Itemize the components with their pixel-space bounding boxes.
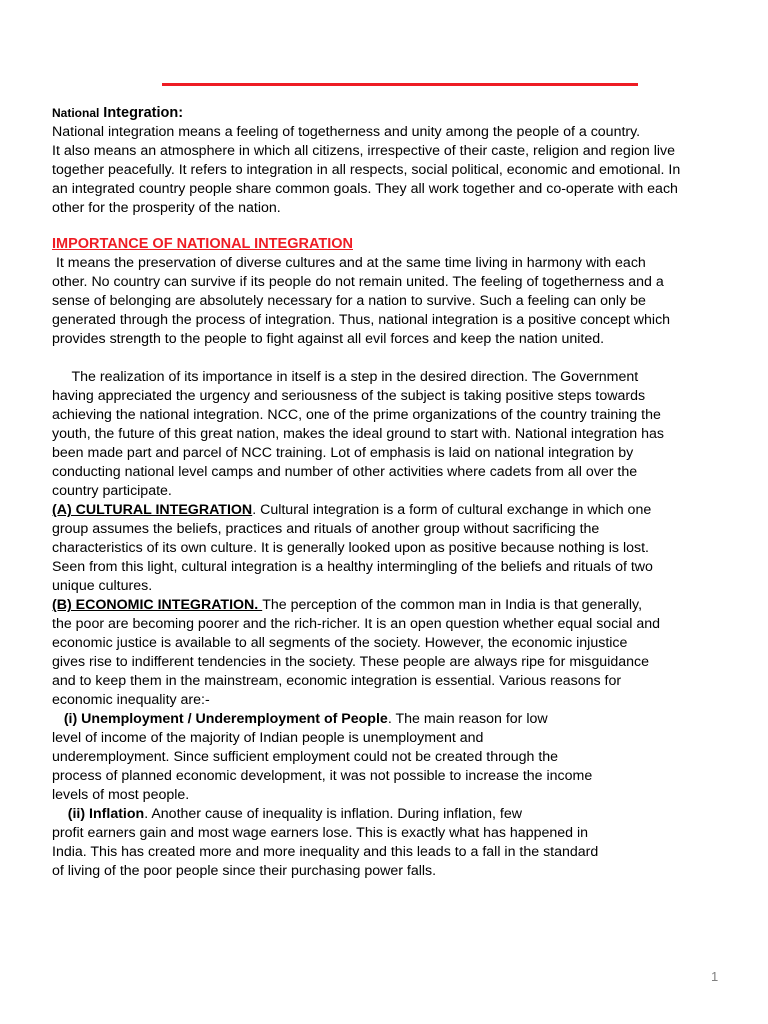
page-number: 1 <box>711 969 719 984</box>
unemployment-label: (i) Unemployment / Underemployment of People <box>52 711 388 727</box>
reason-line: levels of most people. <box>52 787 190 803</box>
reason-line: profit earners gain and most wage earners lose. This is exactly what has happened in <box>52 825 589 841</box>
reason-unemployment <box>52 710 748 805</box>
reason-line: process of planned economic development, it was not possible to increase the income <box>52 768 593 784</box>
importance-line: The realization of its importance in itself is a step in the desired direction. The Government <box>52 369 639 385</box>
intro-line: National integration means a feeling of togetherness and unity among the people of a country. <box>52 124 641 140</box>
economic-line: economic justice is available to all segments of the society. However, the economic injustice <box>52 635 628 651</box>
page-title <box>52 104 748 123</box>
cultural-integration-label: (A) CULTURAL INTEGRATION <box>52 502 253 518</box>
cultural-line: group assumes the beliefs, practices and rituals of another group without sacrificing the <box>52 521 600 537</box>
intro-paragraph <box>52 123 748 218</box>
reason-line: underemployment. Since sufficient employment could not be created through the <box>52 749 559 765</box>
importance-line: It means the preservation of diverse cultures and at the same time living in harmony with each <box>52 255 646 271</box>
inflation-label: (ii) Inflation <box>52 806 145 822</box>
importance-line: other. No country can survive if its people do not remain united. The feeling of togetherness and a <box>52 274 664 290</box>
importance-line: country participate. <box>52 483 172 499</box>
cultural-first-text: . Cultural integration is a form of cultural exchange in which one <box>252 502 652 518</box>
importance-line: provides strength to the people to fight against all evil forces and keep the nation united. <box>52 331 605 347</box>
importance-line: conducting national level camps and number of other activities where cadets from all over the <box>52 464 638 480</box>
reason-line: of living of the poor people since their purchasing power falls. <box>52 863 437 879</box>
unemployment-first-text: . The main reason for low <box>387 711 548 727</box>
importance-line: generated through the process of integration. Thus, national integration is a positive concept which <box>52 312 671 328</box>
economic-integration-paragraph <box>52 596 748 710</box>
economic-line: and to keep them in the mainstream, economic integration is essential. Various reasons for <box>52 673 622 689</box>
importance-line: youth, the future of this great nation, makes the ideal ground to start with. National integration has <box>52 426 665 442</box>
cultural-line: Seen from this light, cultural integration is a healthy intermingling of the beliefs and rituals of two <box>52 559 653 575</box>
top-red-rule <box>162 83 638 86</box>
intro-line: an integrated country people share common goals. They all work together and co-operate with each <box>52 181 678 197</box>
importance-paragraph-2 <box>52 368 748 501</box>
economic-first-line <box>52 596 748 615</box>
importance-line: sense of belonging are absolutely necessary for a nation to survive. Such a feeling can only be <box>52 293 646 309</box>
cultural-integration-paragraph <box>52 501 748 596</box>
importance-paragraph-1 <box>52 254 748 349</box>
importance-heading: IMPORTANCE OF NATIONAL INTEGRATION <box>52 236 353 252</box>
economic-first-text: The perception of the common man in India is that generally, <box>262 597 643 613</box>
title-word-national: National <box>52 106 100 120</box>
economic-line: economic inequality are:- <box>52 692 210 708</box>
document-body <box>52 104 748 881</box>
reason-line: India. This has created more and more inequality and this leads to a fall in the standard <box>52 844 599 860</box>
title-word-integration: Integration: <box>103 105 184 121</box>
cultural-first-line <box>52 501 748 520</box>
reason-inflation <box>52 805 748 881</box>
reason-inflation-first-line <box>52 805 748 824</box>
reason-line: level of income of the majority of Indian people is unemployment and <box>52 730 484 746</box>
intro-line: other for the prosperity of the nation. <box>52 200 281 216</box>
economic-line: the poor are becoming poorer and the rich-richer. It is an open question whether equal social and <box>52 616 661 632</box>
paragraph-gap <box>52 349 748 368</box>
importance-line: been made part and parcel of NCC training. Lot of emphasis is laid on national integration by <box>52 445 634 461</box>
economic-integration-label: (B) ECONOMIC INTEGRATION. <box>52 597 263 613</box>
intro-line: It also means an atmosphere in which all citizens, irrespective of their caste, religion and region live <box>52 143 675 159</box>
importance-line: having appreciated the urgency and seriousness of the subject is taking positive steps towards <box>52 388 646 404</box>
economic-line: gives rise to indifferent tendencies in the society. These people are always ripe for misguidance <box>52 654 649 670</box>
importance-line: achieving the national integration. NCC, one of the prime organizations of the country training the <box>52 407 661 423</box>
cultural-line: characteristics of its own culture. It is generally looked upon as positive because nothing is lost. <box>52 540 649 556</box>
inflation-first-text: . Another cause of inequality is inflation. During inflation, few <box>144 806 522 822</box>
reason-unemployment-first-line <box>52 710 748 729</box>
intro-line: together peacefully. It refers to integration in all respects, social political, economic and emotional. In <box>52 162 681 178</box>
cultural-line: unique cultures. <box>52 578 153 594</box>
